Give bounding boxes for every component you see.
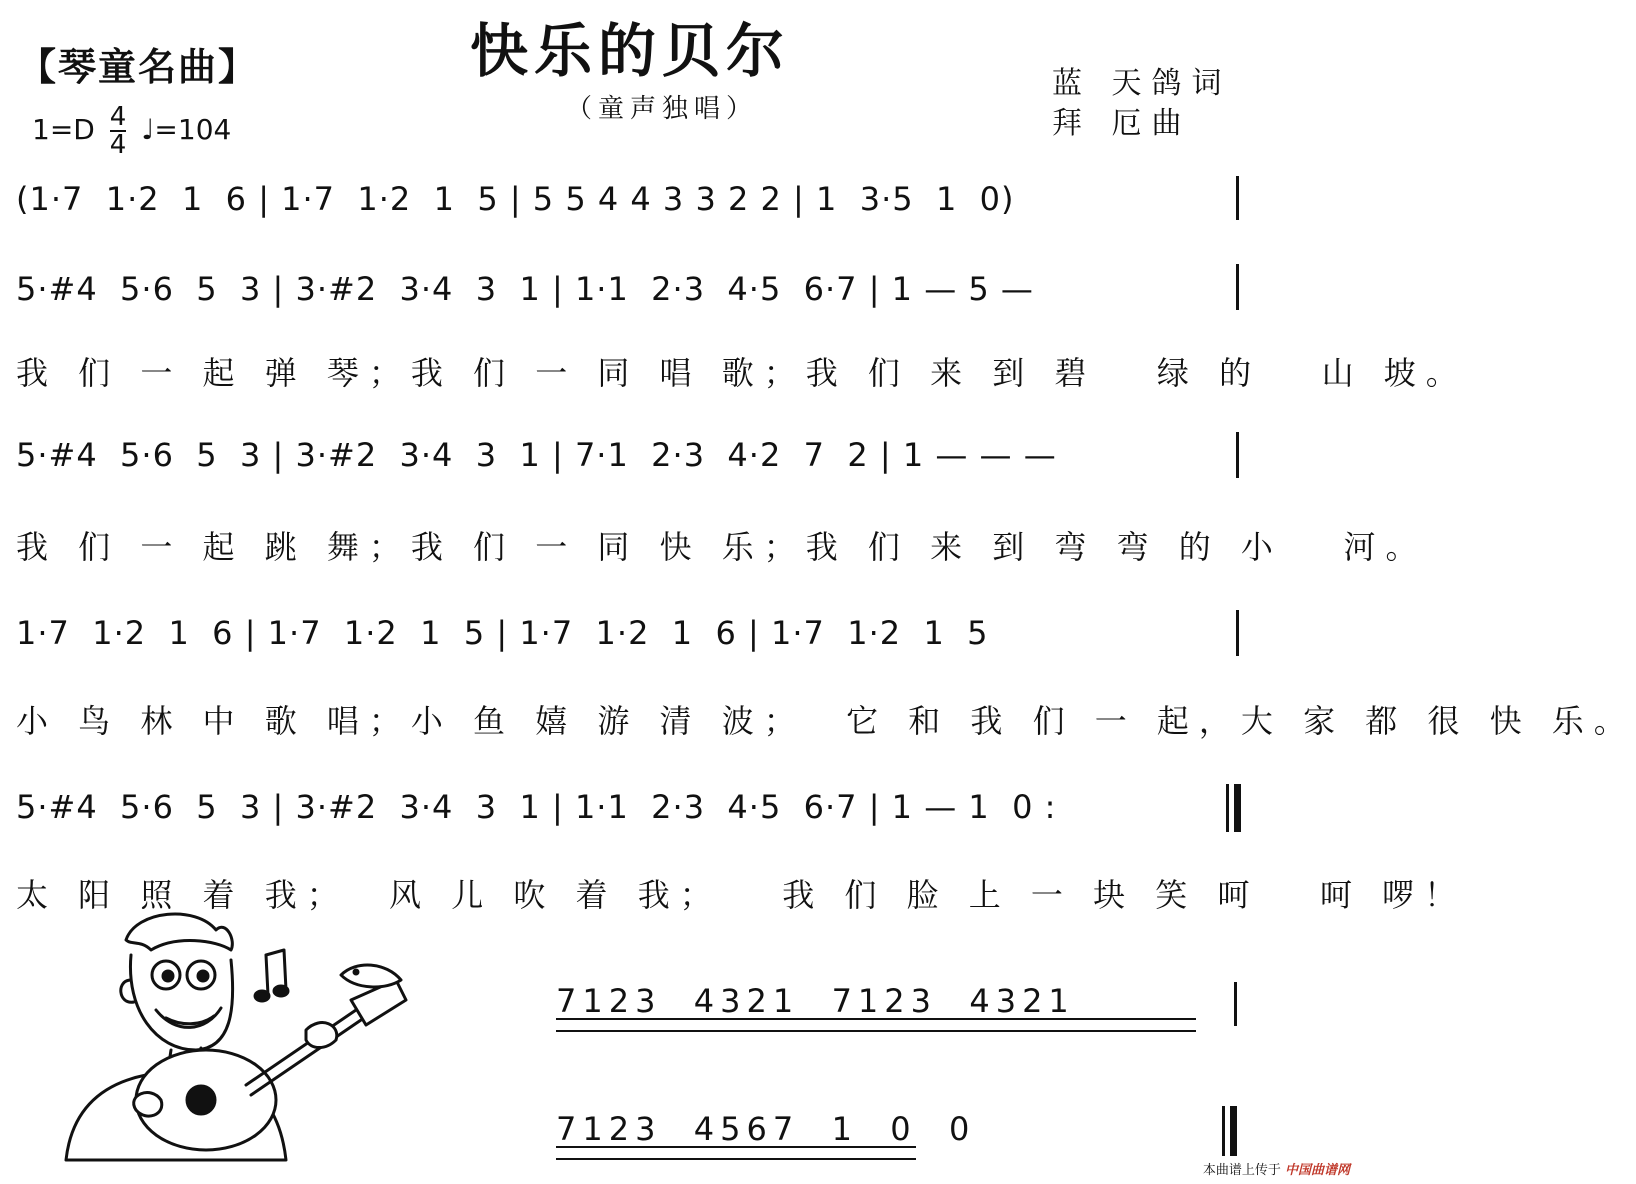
final-barline-thick xyxy=(1230,1106,1237,1156)
coda-line2-beams xyxy=(556,1146,916,1160)
barline xyxy=(1236,432,1239,478)
line2-notes: 5·#4 5·6 5 3 | 3·#2 3·4 3 1 | 7·1 2·3 4·2 7 2 | 1 — — — xyxy=(16,436,1057,474)
boy-with-guitar-illustration xyxy=(56,900,436,1184)
time-signature-bottom: 4 xyxy=(109,130,127,160)
line2-lyrics: 我 们 一 起 跳 舞；我 们 一 同 快 乐；我 们 来 到 弯 弯 的 小 河。 xyxy=(16,528,1428,566)
barline xyxy=(1236,176,1239,220)
key-and-tempo xyxy=(32,104,231,158)
barline xyxy=(1236,610,1239,656)
barline xyxy=(1234,982,1237,1026)
final-barline-thin xyxy=(1222,1106,1225,1156)
tempo-value: =104 xyxy=(154,113,232,146)
boy-with-guitar-icon xyxy=(56,900,436,1180)
time-signature xyxy=(110,104,127,158)
site-name: 中国曲谱网 xyxy=(1284,1163,1350,1178)
line1-lyrics: 我 们 一 起 弹 琴；我 们 一 同 唱 歌；我 们 来 到 碧 绿 的 山 坡。 xyxy=(16,354,1468,392)
repeat-barline-thick xyxy=(1234,784,1241,832)
barline xyxy=(1236,264,1239,310)
lyricist-credit: 蓝 天鸽词 xyxy=(1052,66,1232,101)
series-tag: 【琴童名曲】 xyxy=(18,45,259,89)
line4-notes: 5·#4 5·6 5 3 | 3·#2 3·4 3 1 | 1·1 2·3 4·5 6·7 | 1 — 1 0 : xyxy=(16,788,1057,826)
line1-notes: 5·#4 5·6 5 3 | 3·#2 3·4 3 1 | 1·1 2·3 4·5 6·7 | 1 — 5 — xyxy=(16,270,1034,308)
upload-text: 本曲谱上传于 xyxy=(1202,1163,1281,1178)
line3-notes: 1·7 1·2 1 6 | 1·7 1·2 1 5 | 1·7 1·2 1 6 | 1·7 1·2 1 5 xyxy=(16,614,989,652)
coda-line2-notes: 7123 4567 1 0 0 xyxy=(556,1110,976,1148)
song-subtitle: （童声独唱） xyxy=(566,94,759,124)
line3-lyrics: 小 鸟 林 中 歌 唱；小 鱼 嬉 游 清 波； 它 和 我 们 一 起，大 家 都 很 快 乐。 xyxy=(16,702,1636,740)
line4-lyrics: 太 阳 照 着 我； 风 儿 吹 着 我； 我 们 脸 上 一 块 笑 呵 呵 啰！ xyxy=(16,876,1467,914)
repeat-barline-thin xyxy=(1226,784,1229,832)
key-signature: 1=D xyxy=(32,113,95,146)
coda-line1-notes: 7123 4321 7123 4321 xyxy=(556,982,1075,1020)
composer-credit: 拜 厄曲 xyxy=(1052,106,1192,141)
quarter-note-icon: ♩ xyxy=(141,113,155,146)
song-title: 快乐的贝尔 xyxy=(470,17,791,85)
coda-line1-beams xyxy=(556,1018,1196,1032)
intro-notes: (1·7 1·2 1 6 | 1·7 1·2 1 5 | 5 5 4 4 3 3 2 2 | 1 3·5 1 0) xyxy=(16,180,1015,218)
time-signature-top: 4 xyxy=(109,102,127,132)
site-watermark xyxy=(1203,1159,1350,1178)
